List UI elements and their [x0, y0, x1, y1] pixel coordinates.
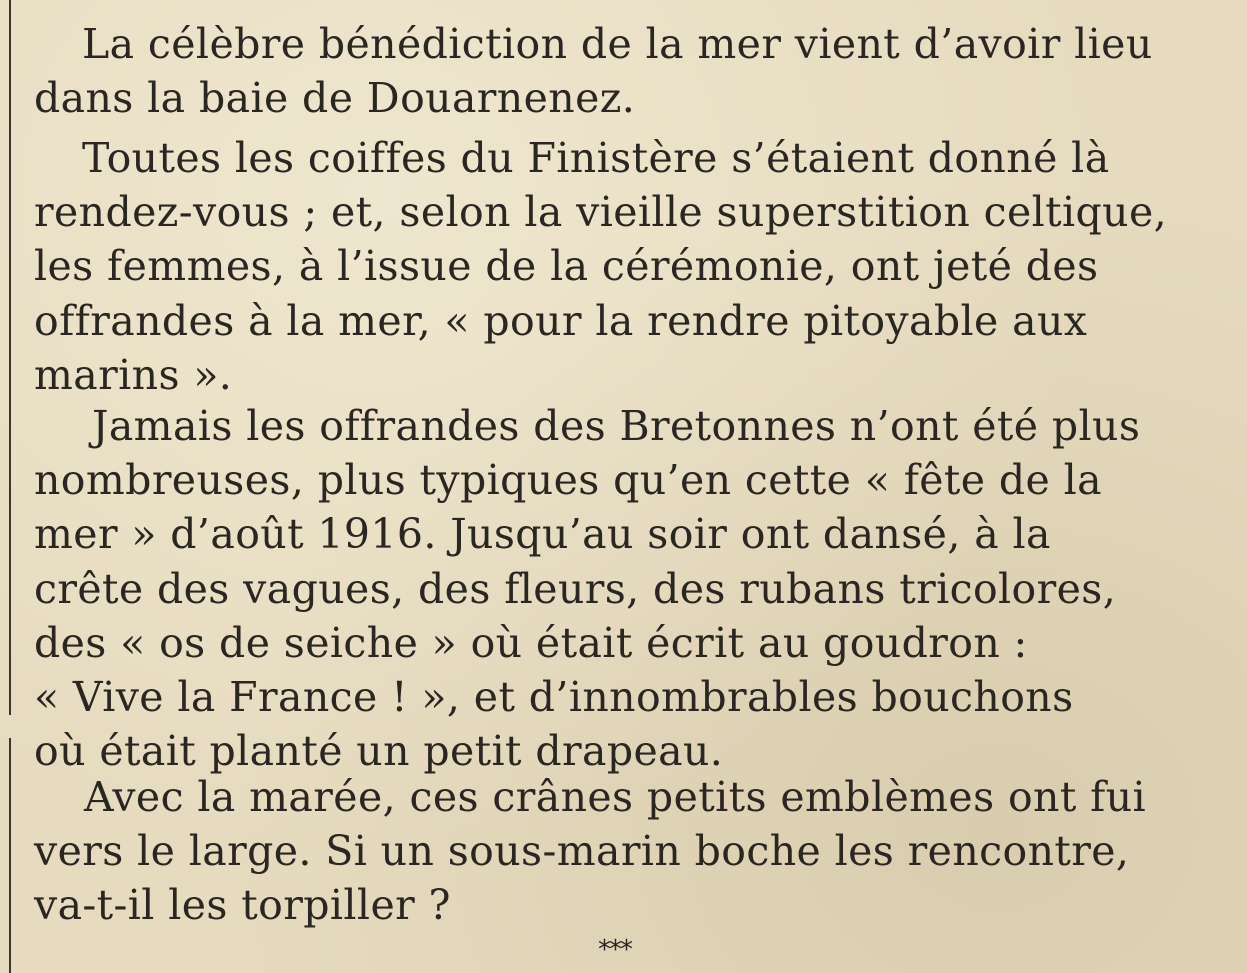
section-separator: ***: [598, 935, 631, 965]
paragraph-benediction: La célèbre bénédiction de la mer vient d’avoir lieu dans la baie de Douarnenez.: [34, 20, 1153, 123]
column-rule-lower: [9, 738, 11, 973]
paragraph-coiffes: Toutes les coiffes du Finistère s’étaient donné là rendez-vous ; et, selon la vieille superstition celtique, les femmes, à l’issue de la cérémonie, ont jeté des offrandes à la mer, « pour la rendre pitoyable aux marins ».: [34, 134, 1168, 399]
column-rule-upper: [9, 0, 11, 715]
paragraph-maree: Avec la marée, ces crânes petits emblèmes ont fui vers le large. Si un sous-marin boche les rencontre, va-t-il les torpiller ?: [34, 773, 1147, 930]
paragraph-offrandes: Jamais les offrandes des Bretonnes n’ont été plus nombreuses, plus typiques qu’en cette « fête de la mer » d’août 1916. Jusqu’au soir ont dansé, à la crête des vagues, des fleurs, des rubans tricolores, des « os de seiche » où était écrit au goudron : « Vive la France ! », et d’innombrables bouchons où était planté un petit drapeau.: [34, 402, 1141, 776]
